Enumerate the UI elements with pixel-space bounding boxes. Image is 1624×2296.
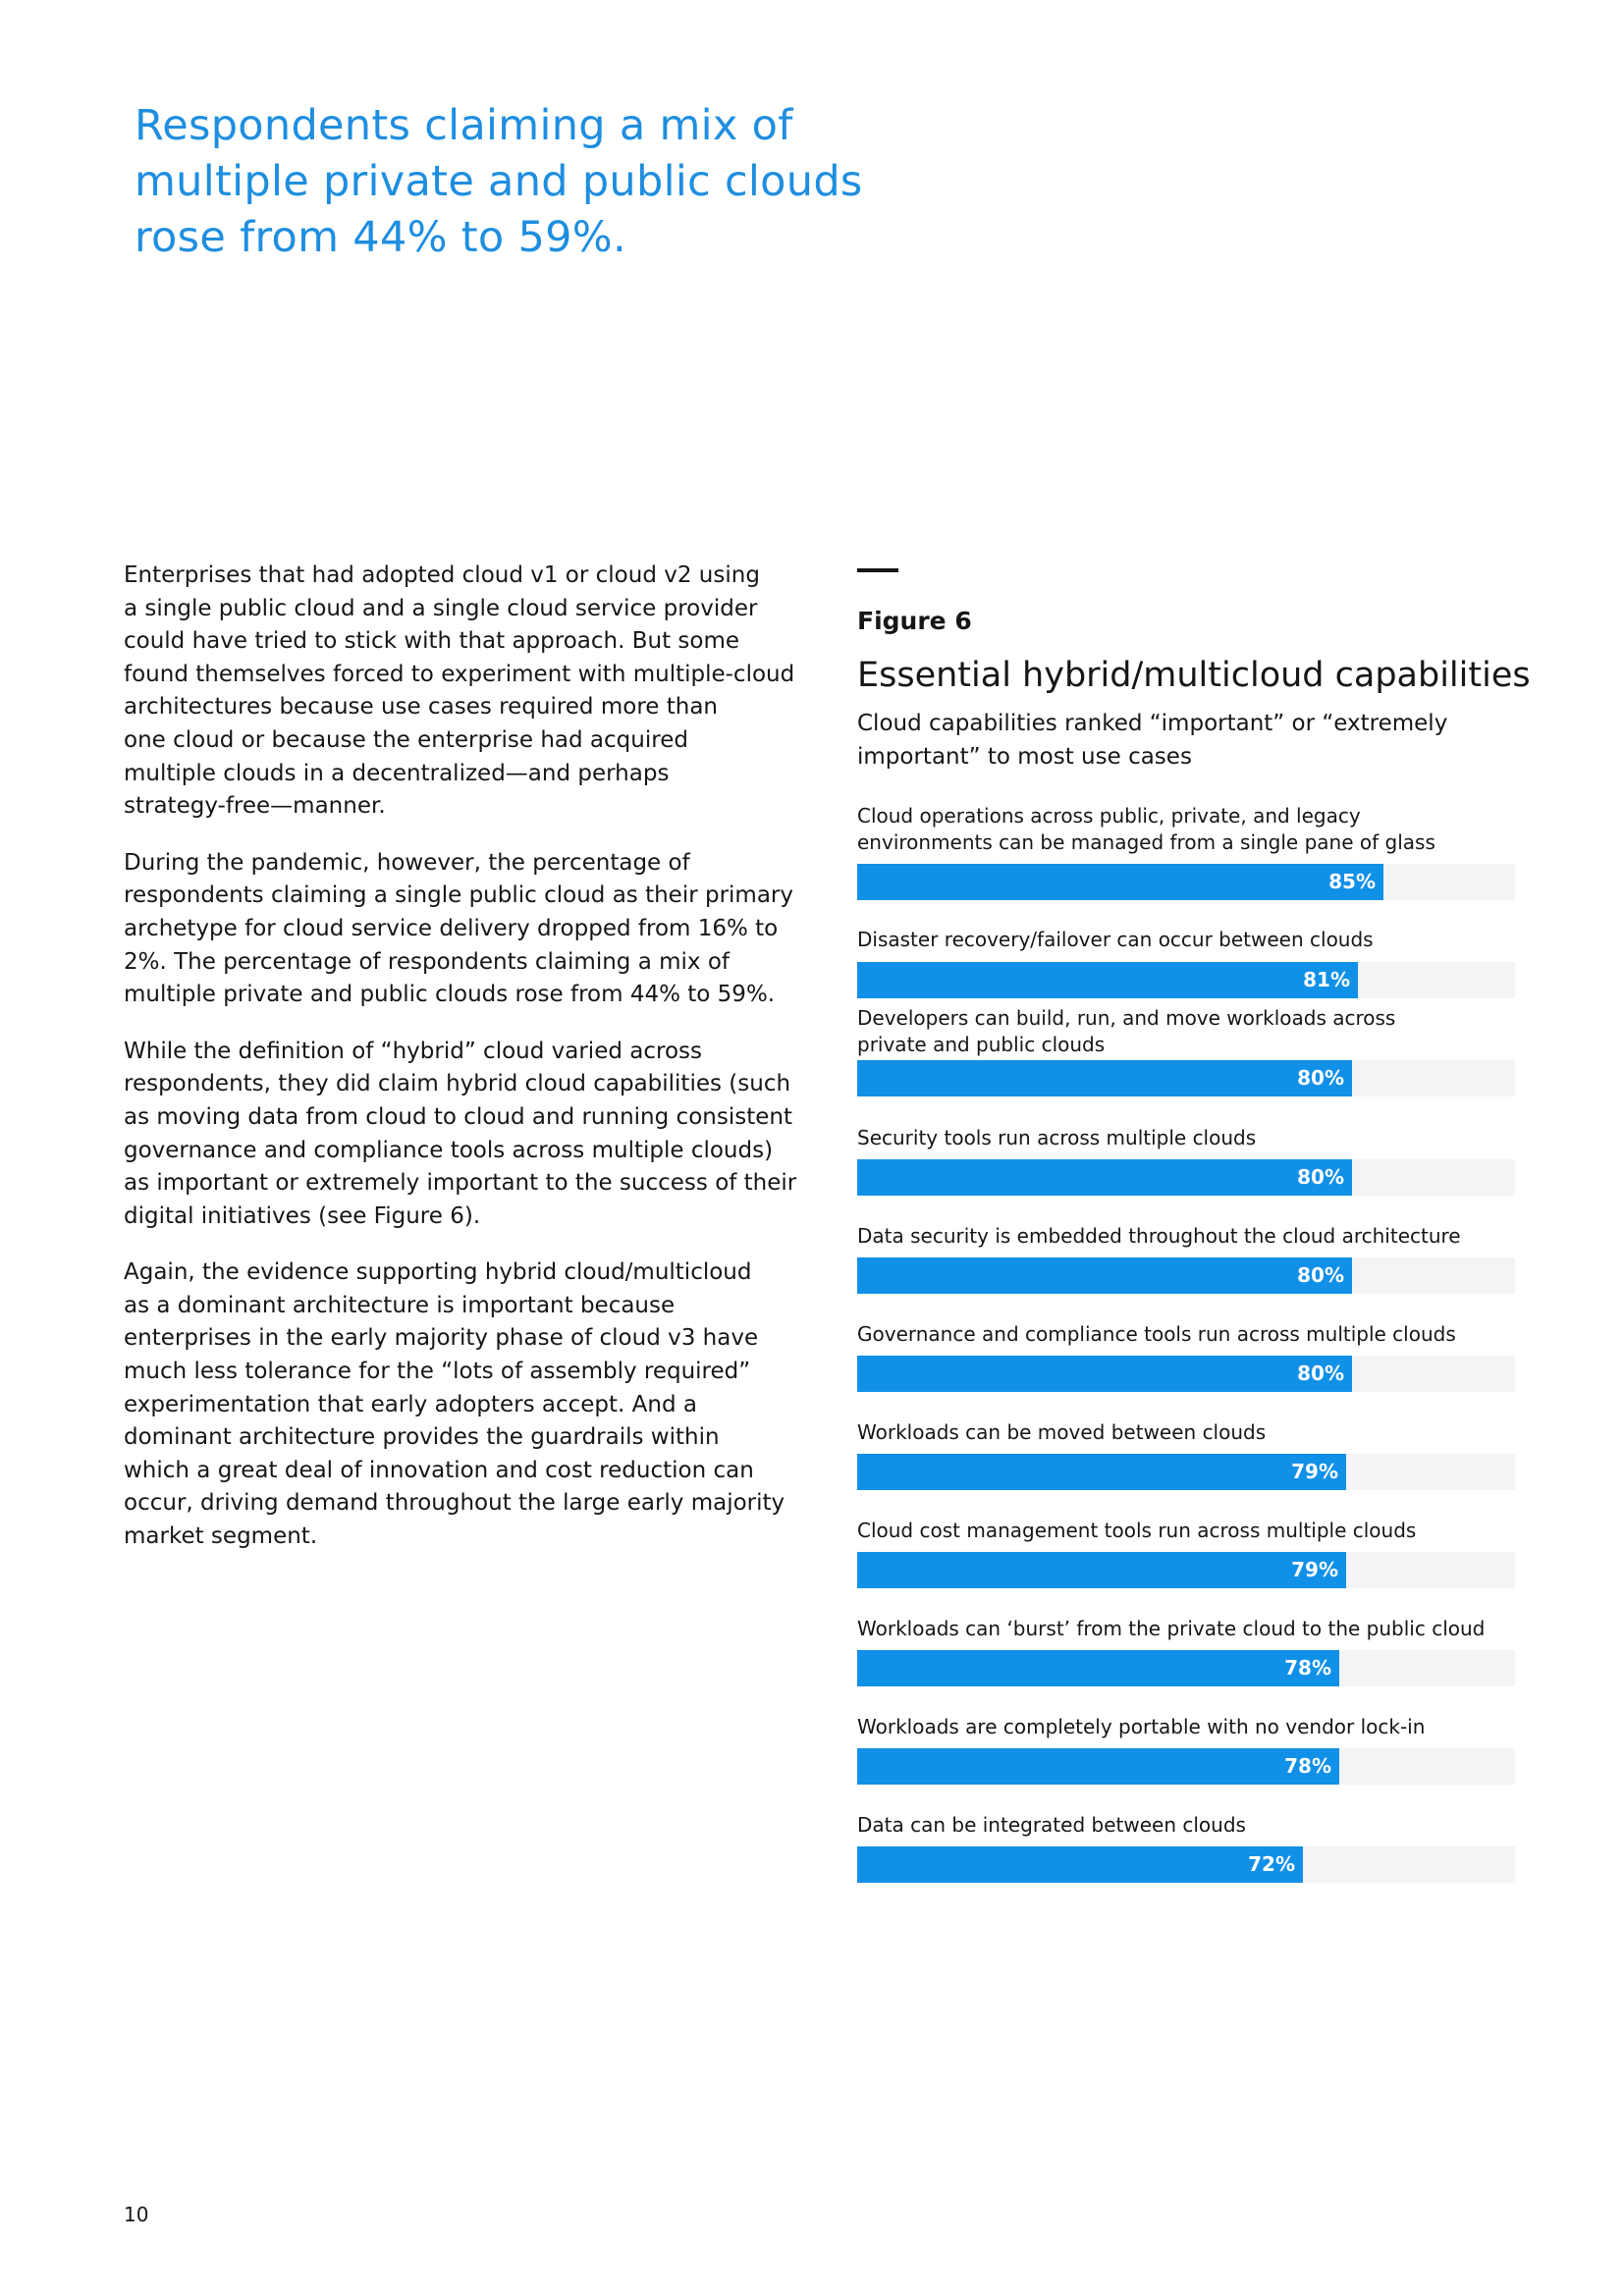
- bar-category-label: [857, 927, 1525, 953]
- text-line: multiple clouds in a decentralized—and perhaps: [124, 760, 670, 786]
- body-text: [124, 560, 797, 1577]
- pull-quote: [135, 98, 881, 266]
- bar-category-label-line: Developers can build, run, and move workloads across: [857, 1006, 1396, 1030]
- bar-category-label-line: Data security is embedded throughout the cloud architecture: [857, 1224, 1461, 1248]
- text-line: strategy-free—manner.: [124, 793, 386, 820]
- text-line: During the pandemic, however, the percentage of: [124, 849, 690, 876]
- paragraph: [124, 1256, 791, 1553]
- bar-value-label: 80%: [1297, 1066, 1344, 1090]
- bar-track: [857, 1257, 1515, 1294]
- text-line: as important or extremely important to the success of their: [124, 1170, 797, 1197]
- text-line: digital initiatives (see Figure 6).: [124, 1202, 481, 1229]
- bar-category-label-line: environments can be managed from a single pane of glass: [857, 830, 1435, 854]
- text-line: as a dominant architecture is important because: [124, 1292, 676, 1318]
- text-line: architectures because use cases required more than: [124, 694, 718, 721]
- bar-category-label-line: Cloud cost management tools run across multiple clouds: [857, 1519, 1417, 1542]
- bar-track: [857, 864, 1515, 900]
- figure-subtitle-line: Cloud capabilities ranked “important” or “extremely: [857, 711, 1448, 736]
- bar-category-label: [857, 1321, 1525, 1348]
- bar-value-label: 80%: [1297, 1263, 1344, 1287]
- bar-category-label: [857, 1223, 1525, 1250]
- text-line: archetype for cloud service delivery dropped from 16% to: [124, 915, 779, 941]
- text-line: one cloud or because the enterprise had acquired: [124, 726, 688, 753]
- text-line: as moving data from cloud to cloud and running consistent: [124, 1103, 792, 1130]
- text-line: respondents claiming a single public cloud as their primary: [124, 882, 793, 909]
- bar-value-label: 79%: [1291, 1558, 1338, 1581]
- figure-subtitle: [857, 707, 1525, 774]
- figure-title: Essential hybrid/multicloud capabilities: [857, 656, 1531, 695]
- text-line: Again, the evidence supporting hybrid cloud/multicloud: [124, 1259, 752, 1286]
- figure-divider: [857, 568, 898, 572]
- bar-track: [857, 962, 1515, 998]
- text-line: found themselves forced to experiment with multiple-cloud: [124, 661, 795, 687]
- figure-label: Figure 6: [857, 607, 972, 635]
- bar-category-label-line: private and public clouds: [857, 1033, 1106, 1056]
- text-line: multiple private and public clouds rose from 44% to 59%.: [124, 982, 776, 1008]
- text-line: Enterprises that had adopted cloud v1 or cloud v2 using: [124, 562, 760, 588]
- bar-value-label: 78%: [1284, 1754, 1331, 1778]
- bar-category-label-line: Workloads can ‘burst’ from the private cloud to the public cloud: [857, 1617, 1486, 1640]
- text-line: dominant architecture provides the guardrails within: [124, 1424, 720, 1451]
- bar-track: [857, 1060, 1515, 1096]
- text-line: occur, driving demand throughout the large early majority: [124, 1490, 785, 1517]
- figure-subtitle-line: important” to most use cases: [857, 744, 1192, 770]
- bar-track: [857, 1454, 1515, 1490]
- pull-quote-line: rose from 44% to 59%.: [135, 213, 626, 262]
- bar-category-label: [857, 1005, 1525, 1058]
- text-line: respondents, they did claim hybrid cloud capabilities (such: [124, 1071, 791, 1097]
- text-line: which a great deal of innovation and cost reduction can: [124, 1457, 754, 1483]
- text-line: 2%. The percentage of respondents claiming a mix of: [124, 948, 730, 975]
- bar-track: [857, 1650, 1515, 1686]
- bar-category-label-line: Governance and compliance tools run across multiple clouds: [857, 1322, 1456, 1346]
- bar-value-label: 79%: [1291, 1460, 1338, 1483]
- bar-track: [857, 1748, 1515, 1785]
- text-line: governance and compliance tools across multiple clouds): [124, 1137, 774, 1163]
- bar-category-label: [857, 1616, 1525, 1642]
- bar-category-label: [857, 1714, 1525, 1740]
- bar-category-label: [857, 803, 1525, 856]
- text-line: While the definition of “hybrid” cloud varied across: [124, 1038, 702, 1064]
- paragraph: [124, 847, 791, 1012]
- bar-category-label: [857, 1518, 1525, 1544]
- bar-category-label: [857, 1419, 1525, 1446]
- text-line: enterprises in the early majority phase of cloud v3 have: [124, 1325, 759, 1352]
- bar-category-label-line: Disaster recovery/failover can occur between clouds: [857, 928, 1374, 951]
- pull-quote-line: multiple private and public clouds: [135, 157, 863, 206]
- text-line: much less tolerance for the “lots of assembly required”: [124, 1359, 751, 1385]
- bar-value-label: 78%: [1284, 1656, 1331, 1680]
- bar-category-label-line: Workloads are completely portable with no vendor lock-in: [857, 1715, 1426, 1738]
- bar-category-label-line: Workloads can be moved between clouds: [857, 1420, 1267, 1444]
- bar-category-label-line: Data can be integrated between clouds: [857, 1813, 1246, 1837]
- bar-category-label: [857, 1125, 1525, 1151]
- bar-value-label: 81%: [1303, 968, 1350, 991]
- bar-value-label: 85%: [1328, 870, 1376, 893]
- bar-category-label: [857, 1812, 1525, 1839]
- text-line: could have tried to stick with that approach. But some: [124, 628, 740, 655]
- text-line: experimentation that early adopters accept. And a: [124, 1391, 697, 1417]
- bar-track: [857, 1552, 1515, 1588]
- paragraph: [124, 1036, 797, 1234]
- bar-track: [857, 1356, 1515, 1392]
- bar-category-label-line: Security tools run across multiple clouds: [857, 1126, 1257, 1149]
- bar-category-label-line: Cloud operations across public, private, and legacy: [857, 804, 1361, 828]
- paragraph: [124, 560, 795, 824]
- bar-value-label: 72%: [1248, 1852, 1295, 1876]
- bar-track: [857, 1846, 1515, 1883]
- bar-value-label: 80%: [1297, 1165, 1344, 1189]
- text-line: market segment.: [124, 1523, 318, 1550]
- text-line: a single public cloud and a single cloud service provider: [124, 595, 758, 621]
- pull-quote-line: Respondents claiming a mix of: [135, 101, 793, 150]
- bar-track: [857, 1159, 1515, 1196]
- page-number: 10: [124, 2203, 149, 2226]
- bar-value-label: 80%: [1297, 1362, 1344, 1385]
